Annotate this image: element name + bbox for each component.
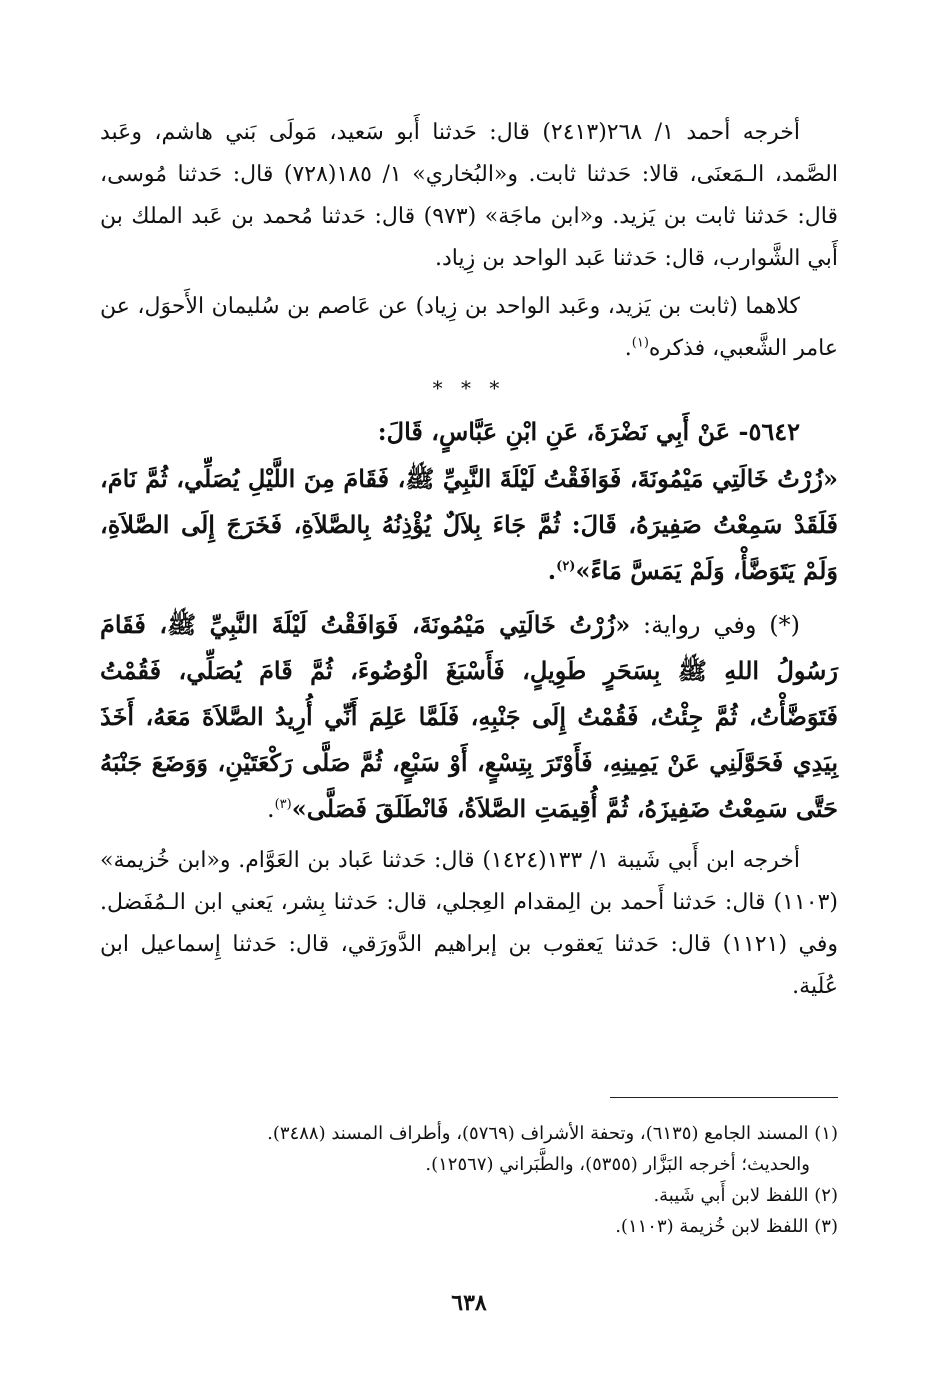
- footnote-1-continuation: والحديث؛ أخرجه البَزَّار (٥٣٥٥)، والطَّبَراني (١٢٥٦٧).: [425, 1154, 810, 1175]
- hadith-text: [100, 456, 838, 594]
- footnote-1: (١) المسند الجامع (٦١٣٥)، وتحفة الأشراف (٥٧٦٩)، وأطراف المسند (٣٤٨٨).: [267, 1123, 838, 1144]
- section-separator: * * *: [432, 376, 506, 400]
- footnotes: [100, 1118, 838, 1242]
- footnote-divider: [610, 1097, 838, 1098]
- riwaya-paragraph: [100, 602, 838, 832]
- page-number: ٦٣٨: [451, 1290, 487, 1316]
- footnote-ref-2[interactable]: (٢): [556, 559, 576, 574]
- page-body: [100, 112, 838, 1014]
- source-paragraph-2-end: .: [624, 336, 632, 361]
- footnote-3: (٣) اللفظ لابن خُزيمة (١١٠٣).: [615, 1216, 838, 1237]
- footnote-ref-1[interactable]: (١): [631, 335, 649, 351]
- riwaya-intro: (*) وفي رواية:: [630, 611, 800, 639]
- source-paragraph-2: [100, 286, 838, 370]
- hadith-heading: ٥٦٤٢- عَنْ أَبِي نَضْرَةَ، عَنِ ابْنِ عَبَّاسٍ، قَالَ:: [377, 417, 800, 446]
- source-paragraph-1: أخرجه أحمد ١/ ٢٦٨(٢٤١٣) قال: حَدثنا أَبو سَعيد، مَولَى بَني هاشم، وعَبد الصَّمد، الـمَعنَى، قالا: حَدثنا ثابت. و«البُخاري» ١/ ١٨٥(٧٢٨) قال: حَدثنا مُوسى، قال: حَدثنا ثابت بن يَزيد. و«ابن ماجَة» (٩٧٣) قال: حَدثنا مُحمد بن عَبد الملك بن أَبي الشَّوارب، قال: حَدثنا عَبد الواحد بن زِياد.: [100, 120, 838, 271]
- riwaya-end: .: [266, 795, 275, 823]
- footnote-ref-3[interactable]: (٣): [274, 797, 292, 812]
- riwaya-text: «زُرْتُ خَالَتِي مَيْمُونَةَ، فَوَافَقْتُ لَيْلَةَ النَّبِيِّ ﷺ، فَقَامَ رَسُولُ اللهِ ﷺ بِسَحَرٍ طَوِيلٍ، فَأَسْبَغَ الْوُضُوءَ، ثُمَّ قَامَ يُصَلِّي، فَقُمْتُ فَتَوَضَّأْتُ، ثُمَّ جِئْتُ، فَقُمْتُ إِلَى جَنْبِهِ، فَلَمَّا عَلِمَ أَنِّي أُرِيدُ الصَّلاَةَ مَعَهُ، أَخَذَ بِيَدِي فَحَوَّلَنِي عَنْ يَمِينِهِ، فَأَوْتَرَ بِتِسْعٍ، أَوْ سَبْعٍ، ثُمَّ صَلَّى رَكْعَتَيْنِ، وَوَضَعَ جَنْبَهُ حَتَّى سَمِعْتُ ضَفِيزَهُ، ثُمَّ أُقِيمَتِ الصَّلاَةُ، فَانْطَلَقَ فَصَلَّى»: [100, 610, 838, 823]
- hadith-text-body: «زُرْتُ خَالَتِي مَيْمُونَةَ، فَوَافَقْتُ لَيْلَةَ النَّبِيِّ ﷺ، فَقَامَ مِنَ اللَّيْلِ يُصَلِّي، ثُمَّ نَامَ، فَلَقَدْ سَمِعْتُ صَفِيرَهُ، قَالَ: ثُمَّ جَاءَ بِلاَلٌ يُؤْذِنُهُ بِالصَّلاَةِ، فَخَرَجَ إِلَى الصَّلاَةِ، وَلَمْ يَتَوَضَّأْ، وَلَمْ يَمَسَّ مَاءً»: [100, 464, 838, 585]
- hadith-text-end: .: [547, 556, 557, 585]
- source-paragraph-2-text: كلاهما (ثابت بن يَزيد، وعَبد الواحد بن زِياد) عن عَاصم بن سُليمان الأَحوَل، عن عامر الشَّعبي، فذكره: [100, 294, 838, 361]
- source-paragraph-3: أخرجه ابن أَبي شَيبة ١/ ١٣٣(١٤٢٤) قال: حَدثنا عَباد بن العَوَّام. و«ابن خُزيمة» (١١٠٣) قال: حَدثنا أَحمد بن الِمقدام العِجلي، قال: حَدثنا بِشر، يَعني ابن الـمُفَضل. وفي (١١٢١) قال: حَدثنا يَعقوب بن إبراهيم الدَّورَقي، قال: حَدثنا إِسماعيل ابن عُلَية.: [100, 848, 838, 999]
- footnote-2: (٢) اللفظ لابن أَبي شَيبة.: [653, 1185, 838, 1206]
